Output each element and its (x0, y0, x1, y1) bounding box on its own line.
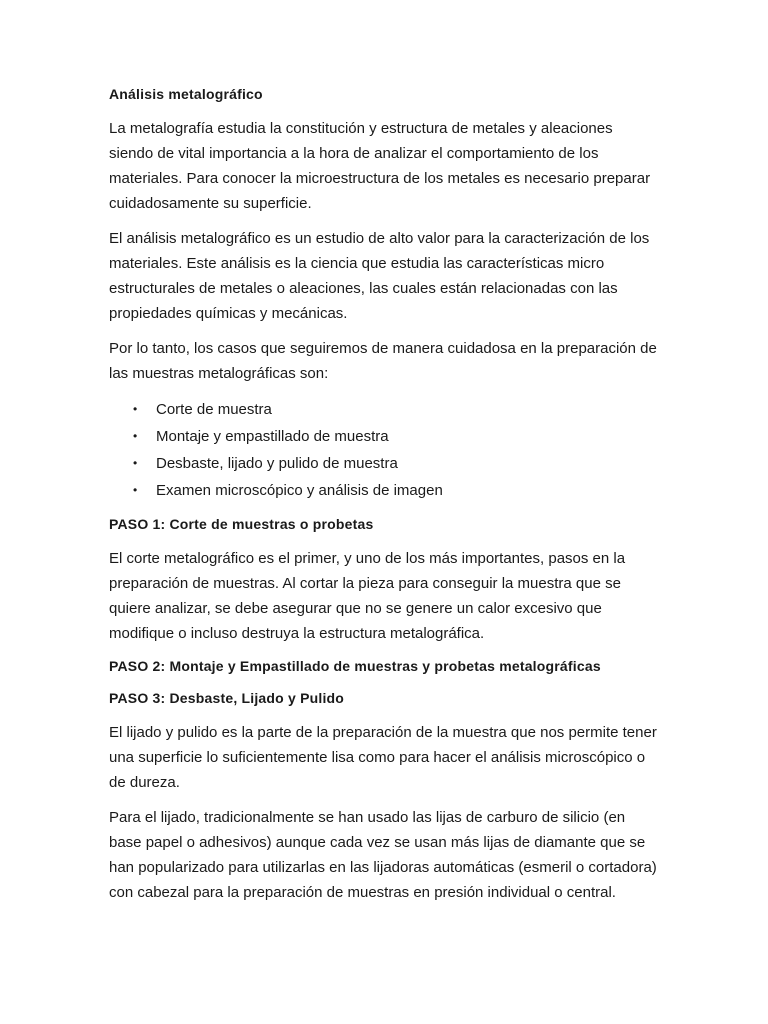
step1-heading: PASO 1: Corte de muestras o probetas (109, 516, 374, 532)
list-item-label: Montaje y empastillado de muestra (156, 428, 389, 445)
step3-paragraph-1: El lijado y pulido es la parte de la preparación de la muestra que nos permite tener una superficie lo suficientemente lisa como para hacer el análisis microscópico o de dureza. (109, 724, 657, 791)
steps-bullet-list (109, 396, 657, 504)
list-item (109, 450, 657, 477)
list-item-label: Desbaste, lijado y pulido de muestra (156, 455, 398, 472)
bullet-icon: • (133, 429, 138, 443)
intro-paragraph-3: Por lo tanto, los casos que seguiremos de manera cuidadosa en la preparación de las muestras metalográficas son: (109, 340, 657, 382)
list-item-label: Examen microscópico y análisis de imagen (156, 482, 443, 499)
bullet-icon: • (133, 402, 138, 416)
step3-paragraph-2: Para el lijado, tradicionalmente se han usado las lijas de carburo de silicio (en base papel o adhesivos) aunque cada vez se usan más lijas de diamante que se han popularizado para utilizarlas en las lijadoras automáticas (esmeril o cortadora) con cabezal para la preparación de muestras en presión individual o central. (109, 809, 657, 901)
document-page (109, 84, 657, 915)
step2-heading: PASO 2: Montaje y Empastillado de muestras y probetas metalográficas (109, 658, 601, 674)
intro-paragraph-1: La metalografía estudia la constitución y estructura de metales y aleaciones siendo de vital importancia a la hora de analizar el comportamiento de los materiales. Para conocer la microestructura de los metales es necesario preparar cuidadosamente su superficie. (109, 120, 651, 212)
list-item-label: Corte de muestra (156, 401, 272, 418)
list-item (109, 396, 657, 423)
intro-paragraph-2: El análisis metalográfico es un estudio de alto valor para la caracterización de los materiales. Este análisis es la ciencia que estudia las características micro estructurales de metales o aleaciones, las cuales están relacionadas con las propiedades químicas y mecánicas. (109, 230, 650, 322)
document-title: Análisis metalográfico (109, 86, 263, 102)
list-item (109, 477, 657, 504)
bullet-icon: • (133, 456, 138, 470)
step3-heading: PASO 3: Desbaste, Lijado y Pulido (109, 690, 345, 706)
step1-paragraph: El corte metalográfico es el primer, y uno de los más importantes, pasos en la preparación de muestras. Al cortar la pieza para conseguir la muestra que se quiere analizar, se debe asegurar que no se genere un calor excesivo que modifique o incluso destruya la estructura metalográfica. (109, 550, 626, 642)
list-item (109, 423, 657, 450)
bullet-icon: • (133, 483, 138, 497)
